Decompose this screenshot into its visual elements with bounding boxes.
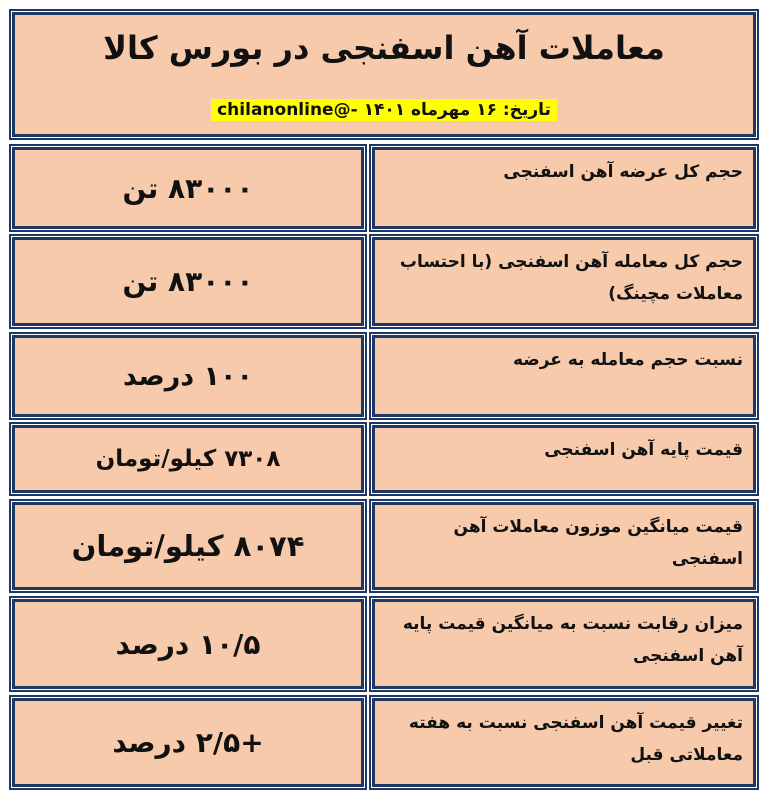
- row-value: ۸۳۰۰۰ تن: [122, 265, 254, 298]
- row-label-cell: [372, 698, 756, 787]
- header-box: [12, 12, 756, 137]
- row-label-cell: [372, 147, 756, 229]
- row-label-cell: [372, 335, 756, 417]
- row-value-cell: [12, 335, 364, 417]
- row-label-cell: [372, 425, 756, 493]
- row-value-cell: [12, 425, 364, 493]
- row-value: ۱۰۰ درصد: [123, 360, 253, 392]
- date-subtitle: تاریخ: ۱۶ مهرماه ۱۴۰۱ -@chilanonline: [211, 99, 557, 121]
- row-label-cell: [372, 599, 756, 689]
- row-label: قیمت میانگین موزون معاملات آهن اسفنجی: [453, 517, 743, 569]
- row-label: قیمت پایه آهن اسفنجی: [544, 440, 743, 460]
- page-title: معاملات آهن اسفنجی در بورس کالا: [103, 29, 665, 67]
- row-label: میزان رقابت نسبت به میانگین قیمت پایه آهن اسفنجی: [402, 614, 743, 666]
- row-value-cell: [12, 698, 364, 787]
- row-label-cell: [372, 502, 756, 590]
- row-value: ۷۳۰۸ کیلو/تومان: [95, 446, 281, 472]
- row-label: حجم کل عرضه آهن اسفنجی: [503, 162, 743, 182]
- row-label: نسبت حجم معامله به عرضه: [512, 350, 743, 370]
- row-value-cell: [12, 237, 364, 326]
- row-value-cell: [12, 599, 364, 689]
- row-value: ۸۰۷۴ کیلو/تومان: [71, 529, 305, 563]
- row-value: +۲/۵ درصد: [112, 726, 264, 759]
- row-label-cell: [372, 237, 756, 326]
- row-label: تغییر قیمت آهن اسفنجی نسبت به هفته معاملاتی قبل: [408, 713, 743, 765]
- row-value-cell: [12, 147, 364, 229]
- row-label: حجم کل معامله آهن اسفنجی (با احتساب معاملات مچینگ): [399, 252, 743, 304]
- row-value: ۱۰/۵ درصد: [115, 627, 261, 661]
- row-value: ۸۳۰۰۰ تن: [122, 171, 254, 205]
- row-value-cell: [12, 502, 364, 590]
